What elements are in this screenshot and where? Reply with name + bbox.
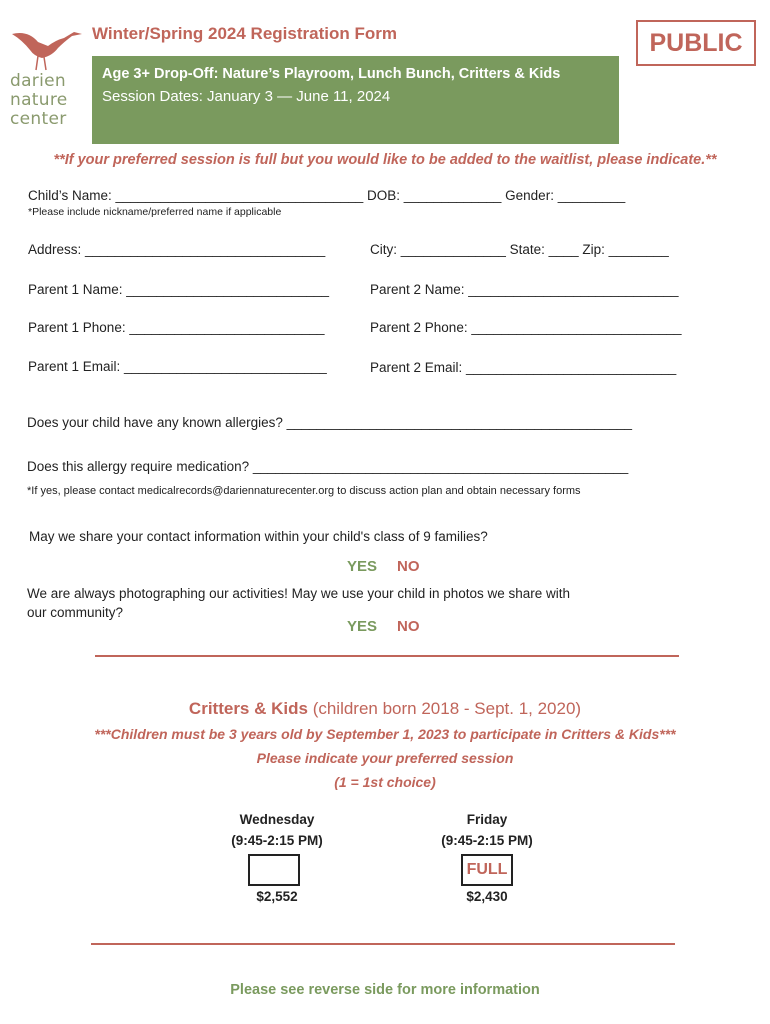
choice-note: (1 = 1st choice) xyxy=(334,774,436,790)
age-requirement-note: ***Children must be 3 years old by September 1, 2023 to participate in Critters & Kids*** xyxy=(94,726,676,742)
logo-wordmark xyxy=(10,72,68,129)
friday-price: $2,430 xyxy=(466,889,508,904)
reverse-side-note: Please see reverse side for more information xyxy=(230,982,540,998)
photo-yes-option[interactable]: YES xyxy=(347,618,378,635)
photo-question-line2: our community? xyxy=(27,605,124,620)
photo-question-line1: We are always photographing our activities! May we use your child in photos we share with xyxy=(27,586,571,601)
child-info-field[interactable]: Child’s Name: _________________________________ DOB: _____________ Gender: _________ xyxy=(28,188,626,203)
parent1-email-field[interactable]: Parent 1 Email: ___________________________ xyxy=(28,359,327,374)
critters-heading xyxy=(0,699,770,719)
waitlist-note: **If your preferred session is full but you would like to be added to the waitlist, please indicate.** xyxy=(53,152,717,168)
public-badge: PUBLIC xyxy=(636,20,756,66)
session-instruction: Please indicate your preferred session xyxy=(256,750,514,766)
heron-logo-icon xyxy=(8,26,84,72)
medical-records-note: *If yes, please contact medicalrecords@dariennaturecenter.org to discuss action plan and obtain necessary forms xyxy=(27,485,581,497)
wednesday-session-label xyxy=(207,809,347,851)
critters-subtitle: (children born 2018 - Sept. 1, 2020) xyxy=(312,699,582,718)
share-yes-option[interactable]: YES xyxy=(347,558,378,575)
parent1-phone-field[interactable]: Parent 1 Phone: __________________________ xyxy=(28,320,325,335)
allergies-field[interactable]: Does your child have any known allergies? ______________________________________________ xyxy=(27,415,633,430)
friday-full-indicator: FULL xyxy=(461,854,513,886)
logo-line: nature xyxy=(10,90,68,110)
share-contact-question: May we share your contact information within your child's class of 9 families? xyxy=(29,529,488,544)
city-state-zip-field[interactable]: City: ______________ State: ____ Zip: ________ xyxy=(370,242,669,257)
program-banner xyxy=(92,56,619,144)
session-time: (9:45-2:15 PM) xyxy=(231,833,323,848)
parent2-email-field[interactable]: Parent 2 Email: ____________________________ xyxy=(370,360,677,375)
photo-no-option[interactable]: NO xyxy=(397,618,420,635)
friday-session-label xyxy=(417,809,557,851)
wednesday-price: $2,552 xyxy=(256,889,298,904)
session-dates: Session Dates: January 3 — June 11, 2024 xyxy=(102,88,391,105)
critters-title: Critters & Kids xyxy=(188,699,308,718)
medication-field[interactable]: Does this allergy require medication? __________________________________________________ xyxy=(27,459,629,474)
parent1-name-field[interactable]: Parent 1 Name: ___________________________ xyxy=(28,282,330,297)
parent2-name-field[interactable]: Parent 2 Name: ____________________________ xyxy=(370,282,679,297)
wednesday-choice-box[interactable] xyxy=(248,854,300,886)
session-day: Friday xyxy=(466,812,508,827)
footer-divider xyxy=(91,943,675,945)
nickname-note: *Please include nickname/preferred name if applicable xyxy=(28,206,282,218)
share-no-option[interactable]: NO xyxy=(397,558,420,575)
address-field[interactable]: Address: ________________________________ xyxy=(28,242,326,257)
session-time: (9:45-2:15 PM) xyxy=(441,833,533,848)
section-divider xyxy=(95,655,679,657)
form-title: Winter/Spring 2024 Registration Form xyxy=(92,24,397,43)
parent2-phone-field[interactable]: Parent 2 Phone: ____________________________ xyxy=(370,320,682,335)
logo-line: center xyxy=(10,109,67,129)
session-day: Wednesday xyxy=(239,812,315,827)
program-name: Age 3+ Drop-Off: Nature’s Playroom, Lunch Bunch, Critters & Kids xyxy=(102,66,561,82)
logo-line: darien xyxy=(10,71,66,91)
